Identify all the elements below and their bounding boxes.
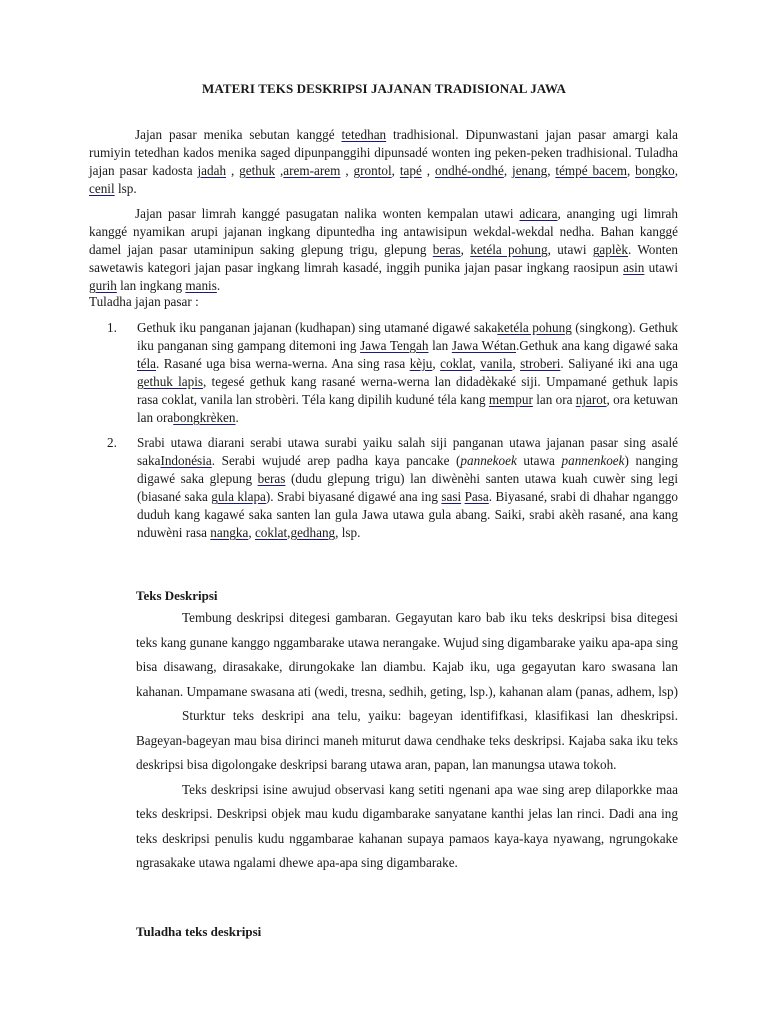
link-jawa-wetan[interactable]: Jawa Wétan [451, 338, 516, 353]
list-number: 2. [107, 435, 117, 450]
link-gula-klapa[interactable]: gula klapa [211, 489, 266, 504]
italic-text: pannekoek [460, 453, 517, 468]
tuladha-label: Tuladha jajan pasar : [89, 294, 199, 309]
link-jawa-tengah[interactable]: Jawa Tengah [360, 338, 429, 353]
description-paragraph-1: Tembung deskripsi ditegesi gambaran. Gegayutan karo bab iku teks deskripsi bisa ditegesi teks kang gunane kanggo nggambarake utawa nerangake. Wujud sing digambarake yaiku apa-apa sing bisa disawang, dirasakake, dirungokake lan diambu. Kajab iku, uga gegayutan karo swasana lan kahanan. Umpamane swasana ati (wedi, tresna, sedhih, geting, lsp.), kahanan alam (panas, adhem, lsp) [136, 610, 678, 699]
text: , utawi [547, 242, 593, 257]
text: . Rasané uga bisa werna-werna. Ana sing rasa [156, 356, 410, 371]
description-paragraph-2: Sturktur teks deskripi ana telu, yaiku: bageyan identififkasi, klasifikasi lan dheskripsi. Bageyan-bageyan mau bisa dirinci maneh miturut dawa cendhake teks deskripsi. Kajaba saka iku teks deskripsi bisa digolongake deskripsi barang utawa aran, papan, lan manungsa utawa tokoh. [136, 708, 678, 772]
text: , [340, 163, 354, 178]
text: ) nanging digawé saka glepung [137, 453, 678, 486]
link-cenil[interactable]: cenil [89, 181, 115, 196]
text: , [391, 163, 400, 178]
text: Srabi utawa diarani serabi utawa surabi yaiku salah siji panganan utawa jajanan pasar sing asalé saka [137, 435, 678, 468]
text: , [626, 163, 636, 178]
paragraph-jajan-pasar-usage [89, 205, 678, 295]
text: lan ora [532, 392, 576, 407]
link-arem-arem[interactable]: arem-arem [283, 163, 341, 178]
text: lan [428, 338, 452, 353]
text: ). Srabi biyasané digawé ana ing [265, 489, 442, 504]
text: lan ingkang [116, 278, 186, 293]
text: , [472, 356, 481, 371]
list-item-gethuk [107, 319, 678, 427]
text: lsp. [114, 181, 137, 196]
text: , ananging ugi limrah kanggé nyamikan arupi jajanan ingkang dipuntedha ing antawisipun wekdal-wekdal nedha. Bahan kanggé damel jajan pasar utaminipun saking glepung trigu, glepung [89, 206, 678, 257]
text: utawa [516, 453, 562, 468]
list-item-srabi [107, 434, 678, 542]
list-number: 1. [107, 320, 117, 335]
text: , [503, 163, 513, 178]
link-tape[interactable]: tapé [399, 163, 422, 178]
link-ondhe-ondhe[interactable]: ondhé-ondhé [434, 163, 504, 178]
text: . Saliyané iki ana uga [560, 356, 679, 371]
text: , lsp. [335, 525, 361, 540]
link-sasi[interactable]: sasi [441, 489, 462, 504]
text: . Biyasané, srabi di dhahar nganggo duduh kang kagawé saka santen lan gula Jawa utawa gula abang. Saiki, srabi akèh rasané, ana kang nduwèni rasa [137, 489, 679, 540]
link-nangka[interactable]: nangka [210, 525, 249, 540]
link-asin[interactable]: asin [623, 260, 645, 275]
link-ketela-pohung[interactable]: ketéla pohung [497, 320, 572, 335]
text: (singkong). Gethuk iku panganan sing gampang ditemoni ing [137, 320, 679, 353]
link-indonesia[interactable]: Indonésia [160, 453, 212, 468]
link-grontol[interactable]: grontol [353, 163, 392, 178]
link-gurih[interactable]: gurih [89, 278, 117, 293]
link-gedhang[interactable]: gedhang [290, 525, 336, 540]
description-paragraph-3: Teks deskripsi isine awujud observasi kang setiti ngenani apa wae sing arep dilaporkke maa teks deskripsi. Deskripsi objek mau kudu digambarake sanyatane kanthi jelas lan rinci. Dadi ana ing teks deskripsi penulis kudu nggambarae kahanan supaya pamaos kaya-kaya nyawang, ngrungokake ngrasakake utawa ngalami dhewe apa-apa sing digambarake. [136, 781, 678, 870]
paragraph-text [89, 205, 678, 295]
link-bongko[interactable]: bongko [635, 163, 675, 178]
link-njarot[interactable]: njarot [575, 392, 607, 407]
text: , [226, 163, 240, 178]
link-mempur[interactable]: mempur [488, 392, 533, 407]
text: , [674, 163, 679, 178]
paragraph-jajan-pasar-intro [89, 126, 678, 198]
text: tradhisional. Dipunwastani jajan pasar amargi kala rumiyin tetedhan kados menika saged dipunpanggihi dipunsadé wonten ing peken-peken tradhisional. Tuladha jajan pasar kadosta [89, 127, 678, 178]
description-section [136, 606, 678, 876]
text: utawi [644, 260, 678, 275]
paragraph-text [89, 126, 678, 198]
text: , tegesé gethuk kang rasané werna-werna lan didadèkaké siji. Umpamané gethuk lapis rasa coklat, vanila lan strobèri. Téla kang dipilih kuduné téla kang [137, 374, 678, 407]
link-coklat[interactable]: coklat [254, 525, 288, 540]
text: , [275, 163, 284, 178]
italic-text: pannenkoek [561, 453, 625, 468]
link-coklat[interactable]: coklat [440, 356, 473, 371]
link-stroberi[interactable]: stroberi [520, 356, 561, 371]
link-beras[interactable]: beras [257, 471, 286, 486]
text: , [421, 163, 435, 178]
link-tempe-bacem[interactable]: témpé bacem [555, 163, 627, 178]
list-item-text [137, 434, 678, 542]
link-beras[interactable]: beras [432, 242, 461, 257]
text: . Wonten sawetawis kategori jajan pasar ingkang limrah kasadé, inggih punika jajan pasar ingkang raosipun [89, 242, 679, 275]
link-bongkreken[interactable]: bongkrèken [173, 410, 236, 425]
text: , [248, 525, 255, 540]
list-item-text [137, 319, 678, 427]
link-gethuk-lapis[interactable]: gethuk lapis [137, 374, 204, 389]
text: , [460, 242, 471, 257]
link-jadah[interactable]: jadah [197, 163, 227, 178]
link-jenang[interactable]: jenang [512, 163, 548, 178]
page-title: MATERI TEKS DESKRIPSI JAJANAN TRADISIONAL JAWA [202, 81, 566, 96]
link-tetedhan[interactable]: tetedhan [341, 127, 387, 142]
link-ketela-pohung[interactable]: ketéla pohung [470, 242, 548, 257]
text: , ora ketuwan lan ora [137, 392, 678, 425]
section-heading-tuladha-teks-deskripsi: Tuladha teks deskripsi [136, 924, 262, 939]
link-adicara[interactable]: adicara [519, 206, 558, 221]
text: . Serabi wujudé arep padha kaya pancake ( [211, 453, 461, 468]
text: , [547, 163, 556, 178]
text: Jajan pasar limrah kanggé pasugatan nalika wonten kempalan utawi [135, 206, 520, 221]
link-manis[interactable]: manis [185, 278, 217, 293]
text: , [512, 356, 521, 371]
text: Gethuk iku panganan jajanan (kudhapan) sing utamané digawé saka [137, 320, 498, 335]
text: . [216, 278, 221, 293]
link-gethuk[interactable]: gethuk [239, 163, 276, 178]
link-tela[interactable]: téla [137, 356, 157, 371]
text: .Gethuk ana kang digawé saka [515, 338, 678, 353]
text: , [287, 525, 291, 540]
section-heading-teks-deskripsi: Teks Deskripsi [136, 588, 218, 603]
example-list [107, 319, 678, 542]
link-vanila[interactable]: vanila [480, 356, 513, 371]
text: Jajan pasar menika sebutan kanggé [135, 127, 342, 142]
text: . [235, 410, 239, 425]
text: (dudu glepung trigu) lan diwènèhi santen utawa kuah cuwèr sing legi (biasané saka [137, 471, 679, 504]
link-pasa[interactable]: Pasa [464, 489, 489, 504]
link-keju[interactable]: kèju [409, 356, 433, 371]
link-gaplek[interactable]: gaplèk [592, 242, 628, 257]
text: , [432, 356, 441, 371]
